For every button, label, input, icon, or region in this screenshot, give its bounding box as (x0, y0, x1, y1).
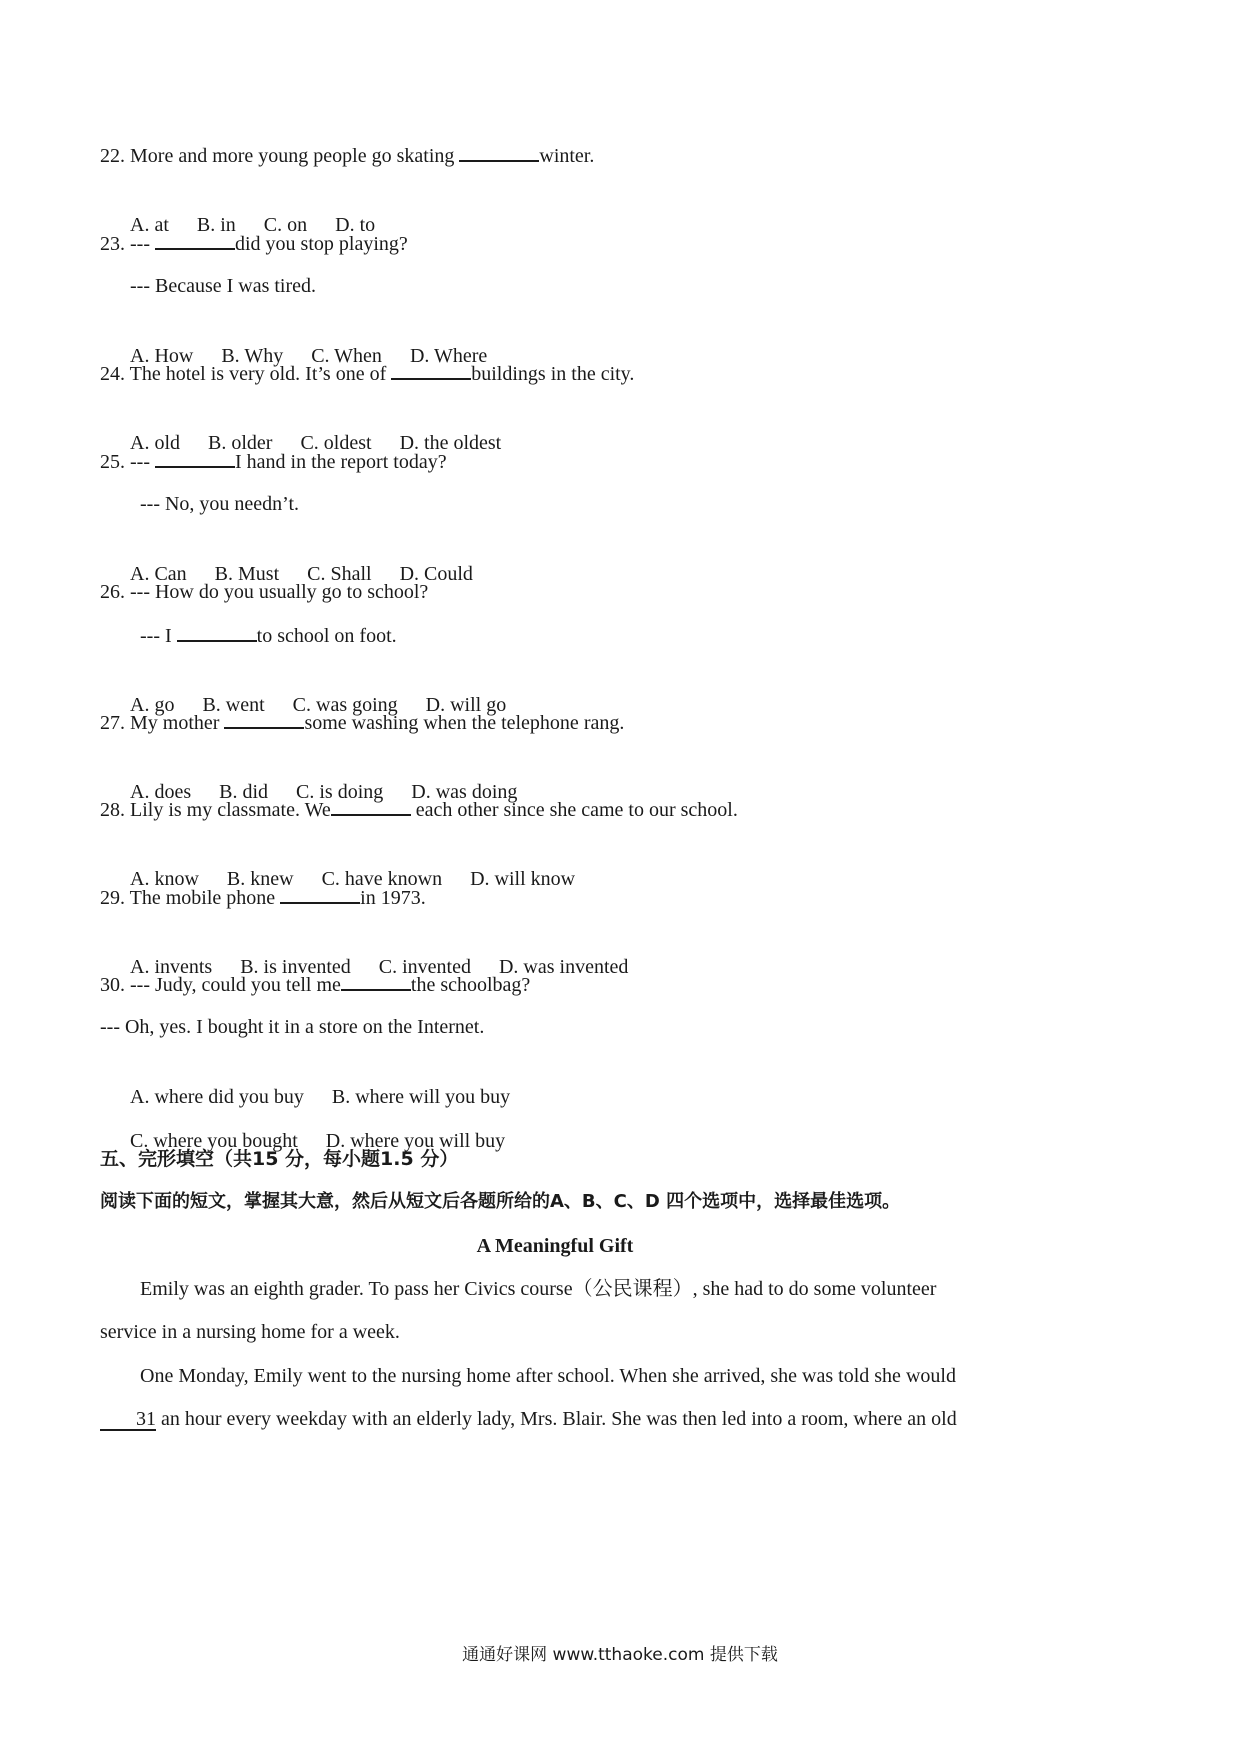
option: D. Where (409, 345, 488, 367)
option: B. did (219, 781, 269, 803)
option: D. will go (425, 694, 507, 716)
q25-reply: --- No, you needn’t. (140, 493, 300, 515)
option: A. invents (130, 956, 213, 978)
option: A. at (130, 214, 169, 236)
section-instruction: 阅读下面的短文，掌握其大意，然后从短文后各题所给的A、B、C、D 四个选项中，选择最佳选项。 (100, 1191, 901, 1212)
footer-watermark: 通通好课网 www.tthaoke.com 提供下载 (462, 1645, 778, 1665)
option: D. the oldest (399, 432, 502, 454)
option: C. Shall (307, 563, 372, 585)
option: D. to (335, 214, 376, 236)
passage-p2-line1: One Monday, Emily went to the nursing home after school. When she arrived, she was told she would (140, 1365, 956, 1387)
option: A. does (130, 781, 192, 803)
option: B. where will you buy (331, 1086, 511, 1108)
q23-reply: --- Because I was tired. (130, 275, 317, 297)
option: C. have known (321, 868, 443, 890)
q23-stem: 23. --- did you stop playing? (100, 230, 408, 257)
q28-stem: 28. Lily is my classmate. We each other since she came to our school. (100, 796, 738, 823)
option: A. How (130, 345, 194, 367)
option: D. was doing (411, 781, 518, 803)
q30-stem: 30. --- Judy, could you tell me the schoolbag? (100, 971, 530, 998)
option: C. on (263, 214, 308, 236)
option: D. Could (399, 563, 473, 585)
option: A. where did you buy (130, 1086, 304, 1108)
option: B. went (202, 694, 265, 716)
option: A. Can (130, 563, 187, 585)
option: C. was going (292, 694, 398, 716)
option: B. Why (221, 345, 284, 367)
q22-stem: 22. More and more young people go skating winter. (100, 142, 594, 169)
passage-p1-line1: Emily was an eighth grader. To pass her Civics course（公民课程）, she had to do some volunteer (140, 1278, 937, 1300)
passage-p1-line2: service in a nursing home for a week. (100, 1321, 400, 1343)
option: C. is doing (296, 781, 384, 803)
q26-stem: 26. --- How do you usually go to school? (100, 581, 429, 603)
q29-stem: 29. The mobile phone in 1973. (100, 884, 426, 911)
option: B. is invented (240, 956, 351, 978)
q27-stem: 27. My mother some washing when the telephone rang. (100, 709, 624, 736)
option: B. in (196, 214, 236, 236)
passage-p2-line2: 31 an hour every weekday with an elderly lady, Mrs. Blair. She was then led into a room, where an old (100, 1406, 957, 1432)
passage-title: A Meaningful Gift (476, 1235, 634, 1257)
option: A. old (130, 432, 180, 454)
option: B. older (208, 432, 273, 454)
blank-31: 31 (100, 1409, 156, 1431)
option: D. was invented (498, 956, 629, 978)
option: C. When (311, 345, 382, 367)
q25-stem: 25. --- I hand in the report today? (100, 448, 447, 475)
option: C. invented (378, 956, 471, 978)
option: B. Must (214, 563, 280, 585)
q30-reply: --- Oh, yes. I bought it in a store on the Internet. (100, 1016, 485, 1038)
option: C. where you bought (130, 1130, 298, 1152)
q26-reply: --- I to school on foot. (140, 622, 397, 649)
option: C. oldest (300, 432, 372, 454)
option: D. will know (470, 868, 576, 890)
option: A. go (130, 694, 175, 716)
q24-stem: 24. The hotel is very old. It’s one of buildings in the city. (100, 360, 634, 387)
section-heading: 五、完形填空（共15 分，每小题1.5 分） (100, 1148, 459, 1170)
option: A. know (130, 868, 199, 890)
option: D. where you will buy (325, 1130, 506, 1152)
option: B. knew (226, 868, 294, 890)
